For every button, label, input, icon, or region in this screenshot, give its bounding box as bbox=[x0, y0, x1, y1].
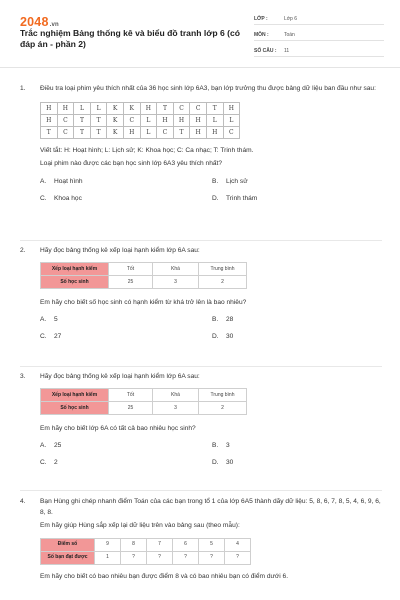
question-divider bbox=[20, 366, 382, 367]
abbreviation-note: Viết tắt: H: Hoạt hình; L: Lịch sử; K: Khoa học; C: Ca nhạc; T: Trinh thám. bbox=[40, 147, 254, 155]
table-cell: C bbox=[157, 127, 174, 139]
question-body bbox=[20, 102, 382, 169]
table-cell: 25 bbox=[109, 402, 153, 415]
table-cell: 5 bbox=[199, 538, 225, 551]
table-row bbox=[41, 551, 251, 564]
table-cell: C bbox=[223, 127, 240, 139]
question-text: Bạn Hùng ghi chép nhanh điểm Toán của các bạn trong tổ 1 của lớp 6A5 thành dãy dữ liệu: 5, 8, 6, 7, 8, 5, 4, 6, 9, 6, 8, 8. bbox=[40, 498, 381, 517]
meta-row-class bbox=[254, 12, 384, 25]
option-letter: A. bbox=[40, 442, 47, 450]
question-3 bbox=[20, 371, 382, 466]
option-b[interactable] bbox=[212, 316, 382, 323]
page-title: Trắc nghiệm Bảng thống kê và biểu đồ tranh lớp 6 (có đáp án - phần 2) bbox=[20, 28, 241, 50]
answer-options bbox=[20, 316, 382, 340]
table-cell: H bbox=[57, 103, 74, 115]
question-divider bbox=[20, 240, 382, 241]
question-prompt: Em hãy cho biết số học sinh có hạnh kiểm từ khá trở lên là bao nhiêu? bbox=[40, 299, 247, 307]
table-cell: C bbox=[173, 103, 190, 115]
option-a[interactable] bbox=[40, 442, 212, 449]
table-cell: C bbox=[190, 103, 207, 115]
table-cell: C bbox=[57, 115, 74, 127]
option-c[interactable] bbox=[40, 195, 212, 202]
table-cell: H bbox=[173, 115, 190, 127]
table-row bbox=[41, 389, 247, 402]
table-cell: H bbox=[190, 115, 207, 127]
question-2 bbox=[20, 245, 382, 340]
table-cell: C bbox=[57, 127, 74, 139]
table-cell: K bbox=[107, 103, 124, 115]
option-b[interactable] bbox=[212, 442, 382, 449]
score-table bbox=[40, 538, 251, 565]
option-text: Khoa học bbox=[54, 194, 82, 202]
page-header bbox=[0, 0, 400, 68]
question-number: 3. bbox=[20, 373, 26, 380]
meta-key: MÔN : bbox=[254, 32, 269, 38]
row-header: Điểm số bbox=[41, 538, 95, 551]
option-text: 5 bbox=[54, 316, 58, 324]
table-cell: T bbox=[173, 127, 190, 139]
conduct-table bbox=[40, 262, 247, 289]
table-cell: 3 bbox=[153, 402, 199, 415]
row-header: Số học sinh bbox=[41, 402, 109, 415]
table-cell: 8 bbox=[121, 538, 147, 551]
table-cell: 2 bbox=[199, 276, 247, 289]
logo-suffix: .vn bbox=[49, 22, 59, 28]
option-text: Trinh thám bbox=[226, 194, 258, 202]
question-4 bbox=[20, 496, 382, 582]
option-text: 3 bbox=[226, 442, 230, 450]
table-cell: ? bbox=[225, 551, 251, 564]
question-text: Điều tra loại phim yêu thích nhất của 36 học sinh lớp 6A3, bạn lớp trưởng thu được bảng dữ liệu ban đầu như sau: bbox=[40, 85, 376, 92]
question-prompt: Loại phim nào được các bạn học sinh lớp 6A3 yêu thích nhất? bbox=[40, 160, 223, 168]
answer-options bbox=[20, 178, 382, 202]
option-c[interactable] bbox=[40, 333, 212, 340]
question-body bbox=[20, 388, 382, 434]
row-header: Số bạn đạt được bbox=[41, 551, 95, 564]
table-row bbox=[41, 115, 240, 127]
question-prompt: Em hãy cho biết lớp 6A có tất cả bao nhiêu học sinh? bbox=[40, 425, 196, 433]
row-header: Số học sinh bbox=[41, 276, 109, 289]
table-cell: C bbox=[123, 115, 140, 127]
option-letter: A. bbox=[40, 177, 47, 185]
meta-value: 11 bbox=[284, 48, 290, 54]
table-cell: L bbox=[74, 103, 91, 115]
option-a[interactable] bbox=[40, 178, 212, 185]
conduct-table bbox=[40, 388, 247, 415]
table-cell: 6 bbox=[173, 538, 199, 551]
table-cell: L bbox=[206, 115, 223, 127]
table-cell: H bbox=[206, 127, 223, 139]
table-row bbox=[41, 103, 240, 115]
table-cell: T bbox=[41, 127, 58, 139]
meta-key: LỚP : bbox=[254, 16, 268, 22]
meta-value: Lớp 6 bbox=[284, 16, 298, 22]
option-letter: A. bbox=[40, 316, 47, 324]
question-prompt: Em hãy cho biết có bao nhiêu bạn được điểm 8 và có bao nhiêu bạn có điểm dưới 6. bbox=[40, 572, 289, 580]
option-text: 30 bbox=[226, 459, 234, 467]
table-cell: T bbox=[206, 103, 223, 115]
meta-row-subject bbox=[254, 28, 384, 41]
table-cell: H bbox=[41, 103, 58, 115]
question-number: 2. bbox=[20, 247, 26, 254]
table-cell: L bbox=[223, 115, 240, 127]
option-letter: C. bbox=[40, 459, 47, 467]
table-cell: T bbox=[157, 103, 174, 115]
table-cell: ? bbox=[199, 551, 225, 564]
option-text: 25 bbox=[54, 442, 62, 450]
question-divider bbox=[20, 490, 382, 491]
table-cell: H bbox=[190, 127, 207, 139]
option-letter: B. bbox=[212, 442, 219, 450]
question-number: 4. bbox=[20, 498, 26, 505]
table-cell: K bbox=[107, 127, 124, 139]
table-cell: T bbox=[90, 115, 107, 127]
option-text: Hoạt hình bbox=[54, 177, 83, 185]
option-text: 30 bbox=[226, 333, 234, 341]
table-cell: ? bbox=[173, 551, 199, 564]
option-letter: B. bbox=[212, 177, 219, 185]
option-text: 28 bbox=[226, 316, 234, 324]
table-cell: Tốt bbox=[109, 389, 153, 402]
question-header bbox=[20, 245, 382, 256]
table-cell: T bbox=[74, 115, 91, 127]
question-header bbox=[20, 496, 382, 518]
table-cell: Khá bbox=[153, 263, 199, 276]
option-text: Lịch sử bbox=[226, 177, 248, 185]
option-letter: B. bbox=[212, 316, 219, 324]
row-header: Xếp loại hạnh kiểm bbox=[41, 263, 109, 276]
table-cell: T bbox=[90, 127, 107, 139]
option-letter: C. bbox=[40, 333, 47, 341]
option-text: 2 bbox=[54, 459, 58, 467]
meta-row-count bbox=[254, 44, 384, 57]
question-body bbox=[20, 520, 382, 581]
question-instruction: Em hãy giúp Hùng sắp xếp lại dữ liệu trên vào bảng sau (theo mẫu): bbox=[40, 522, 240, 530]
table-cell: Tốt bbox=[109, 263, 153, 276]
table-cell: 7 bbox=[147, 538, 173, 551]
table-cell: H bbox=[140, 103, 157, 115]
table-row bbox=[41, 276, 247, 289]
table-cell: 3 bbox=[153, 276, 199, 289]
site-logo[interactable] bbox=[20, 15, 59, 29]
option-letter: D. bbox=[212, 459, 219, 467]
table-cell: H bbox=[123, 127, 140, 139]
table-cell: Trung bình bbox=[199, 389, 247, 402]
option-a[interactable] bbox=[40, 316, 212, 323]
table-row bbox=[41, 263, 247, 276]
table-row bbox=[41, 402, 247, 415]
row-header: Xếp loại hạnh kiểm bbox=[41, 389, 109, 402]
table-cell: K bbox=[107, 115, 124, 127]
answer-options bbox=[20, 442, 382, 466]
question-header bbox=[20, 371, 382, 382]
question-header bbox=[20, 83, 382, 94]
meta-info bbox=[254, 12, 384, 60]
table-row bbox=[41, 127, 240, 139]
option-letter: C. bbox=[40, 194, 47, 202]
table-cell: ? bbox=[121, 551, 147, 564]
table-cell: 4 bbox=[225, 538, 251, 551]
option-letter: D. bbox=[212, 333, 219, 341]
table-cell: 1 bbox=[95, 551, 121, 564]
question-number: 1. bbox=[20, 85, 26, 92]
survey-data-table bbox=[40, 102, 240, 139]
table-cell: H bbox=[157, 115, 174, 127]
table-cell: 9 bbox=[95, 538, 121, 551]
option-d[interactable] bbox=[212, 459, 382, 466]
table-cell: L bbox=[140, 115, 157, 127]
table-cell: H bbox=[223, 103, 240, 115]
table-cell: L bbox=[90, 103, 107, 115]
table-cell: 25 bbox=[109, 276, 153, 289]
question-text: Hãy đọc bảng thống kê xếp loại hạnh kiểm lớp 6A sau: bbox=[40, 373, 200, 380]
option-c[interactable] bbox=[40, 459, 212, 466]
table-cell: T bbox=[74, 127, 91, 139]
option-text: 27 bbox=[54, 333, 62, 341]
meta-value: Toán bbox=[284, 32, 295, 38]
question-text: Hãy đọc bảng thống kê xếp loại hạnh kiểm lớp 6A sau: bbox=[40, 247, 200, 254]
table-cell: 2 bbox=[199, 402, 247, 415]
table-row bbox=[41, 538, 251, 551]
table-cell: Khá bbox=[153, 389, 199, 402]
table-cell: H bbox=[41, 115, 58, 127]
option-d[interactable] bbox=[212, 333, 382, 340]
table-cell: ? bbox=[147, 551, 173, 564]
meta-key: SỐ CÂU : bbox=[254, 48, 277, 54]
table-cell: Trung bình bbox=[199, 263, 247, 276]
question-1 bbox=[20, 83, 382, 202]
option-d[interactable] bbox=[212, 195, 382, 202]
table-cell: L bbox=[140, 127, 157, 139]
logo-text: 2048 bbox=[20, 15, 49, 29]
option-b[interactable] bbox=[212, 178, 382, 185]
table-cell: K bbox=[123, 103, 140, 115]
question-body bbox=[20, 262, 382, 308]
option-letter: D. bbox=[212, 194, 219, 202]
